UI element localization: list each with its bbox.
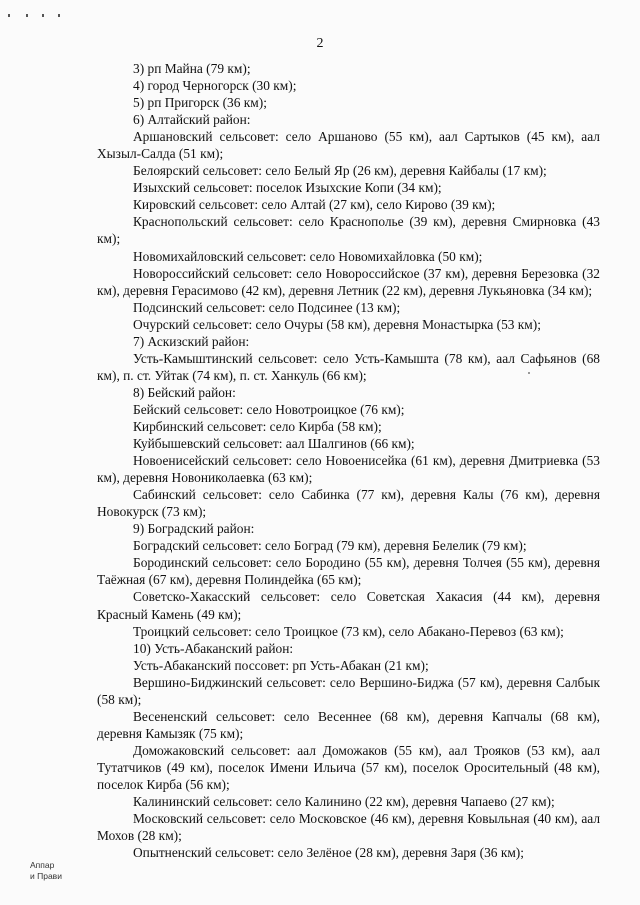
list-item: Троицкий сельсовет: село Троицкое (73 км), село Абакано-Перевоз (63 км); (133, 623, 564, 639)
list-item: Боградский сельсовет: село Боград (79 км), деревня Белелик (79 км); (133, 538, 527, 554)
scan-artifact (8, 14, 68, 24)
district-heading: 10) Усть-Абаканский район: (133, 640, 294, 656)
document-body (97, 60, 600, 861)
list-item: 5) рп Пригорск (36 км); (133, 95, 267, 111)
list-item: Кировский сельсовет: село Алтай (27 км), село Кирово (39 км); (133, 197, 496, 213)
district-heading: 9) Боградский район: (133, 521, 255, 537)
list-item: Аршановский сельсовет: село Аршаново (55 км), аал Сартыков (45 км), аал Хызыл-Салда (51 км); (97, 129, 600, 162)
page-number: 2 (316, 36, 324, 51)
district-heading: 7) Аскизский район: (133, 333, 250, 349)
list-item: Белоярский сельсовет: село Белый Яр (26 км), деревня Кайбалы (17 км); (133, 163, 547, 179)
footer-line: Аппар (30, 860, 55, 870)
list-item: 3) рп Майна (79 км); (133, 61, 251, 76)
scan-speck (528, 372, 530, 374)
list-item: Новоенисейский сельсовет: село Новоенисейка (61 км), деревня Дмитриевка (53 км), деревня Новониколаевка (63 км); (97, 453, 600, 486)
list-item: Усть-Камыштинский сельсовет: село Усть-Камышта (78 км), аал Сафьянов (68 км), п. ст. Уйтак (74 км), п. ст. Ханкуль (66 км); (97, 350, 600, 383)
footer-line: и Прави (30, 871, 62, 881)
list-item: Опытненский сельсовет: село Зелёное (28 км), деревня Заря (36 км); (133, 845, 524, 861)
list-item: Московский сельсовет: село Московское (46 км), деревня Ковыльная (40 км), аал Мохов (28 км); (97, 811, 600, 844)
list-item: Калининский сельсовет: село Калинино (22 км), деревня Чапаево (27 км); (133, 794, 555, 810)
list-item: Вершино-Биджинский сельсовет: село Вершино-Биджа (57 км), деревня Салбык (58 км); (97, 674, 600, 707)
list-item: Куйбышевский сельсовет: аал Шалгинов (66 км); (133, 436, 415, 452)
list-item: Советско-Хакасский сельсовет: село Советская Хакасия (44 км), деревня Красный Камень (49 км); (97, 589, 600, 622)
list-item: Краснопольский сельсовет: село Краснополье (39 км), деревня Смирновка (43 км); (97, 214, 600, 247)
district-heading: 8) Бейский район: (133, 384, 236, 400)
district-heading: 6) Алтайский район: (133, 112, 251, 128)
list-item: Сабинский сельсовет: село Сабинка (77 км), деревня Калы (76 км), деревня Новокурск (73 км); (97, 487, 600, 520)
list-item: Кирбинский сельсовет: село Кирба (58 км); (133, 418, 382, 434)
list-item: Подсинский сельсовет: село Подсинее (13 км); (133, 299, 401, 315)
footer-stamp (30, 860, 62, 882)
list-item: Бородинский сельсовет: село Бородино (55 км), деревня Толчея (55 км), деревня Таёжная (67 км), деревня Полиндейка (65 км); (97, 555, 600, 588)
list-item: Изыхский сельсовет: поселок Изыхские Копи (34 км); (133, 180, 442, 196)
list-item: Новомихайловский сельсовет: село Новомихайловка (50 км); (133, 248, 483, 264)
list-item: Усть-Абаканский поссовет: рп Усть-Абакан (21 км); (133, 657, 429, 673)
list-item: Очурский сельсовет: село Очуры (58 км), деревня Монастырка (53 км); (133, 316, 541, 332)
list-item: Весененский сельсовет: село Весеннее (68 км), деревня Капчалы (68 км), деревня Камызяк (75 км); (97, 708, 600, 741)
list-item: 4) город Черногорск (30 км); (133, 78, 297, 94)
list-item: Доможаковский сельсовет: аал Доможаков (55 км), аал Трояков (53 км), аал Тутатчиков (49 км), поселок Имени Ильича (57 км), поселок Оросительный (48 км), поселок Кирба (56 км); (97, 742, 600, 792)
list-item: Новороссийский сельсовет: село Новороссийское (37 км), деревня Березовка (32 км), деревня Герасимово (42 км), деревня Летник (22 км), деревня Лукьяновка (34 км); (97, 265, 600, 298)
list-item: Бейский сельсовет: село Новотроицкое (76 км); (133, 401, 405, 417)
